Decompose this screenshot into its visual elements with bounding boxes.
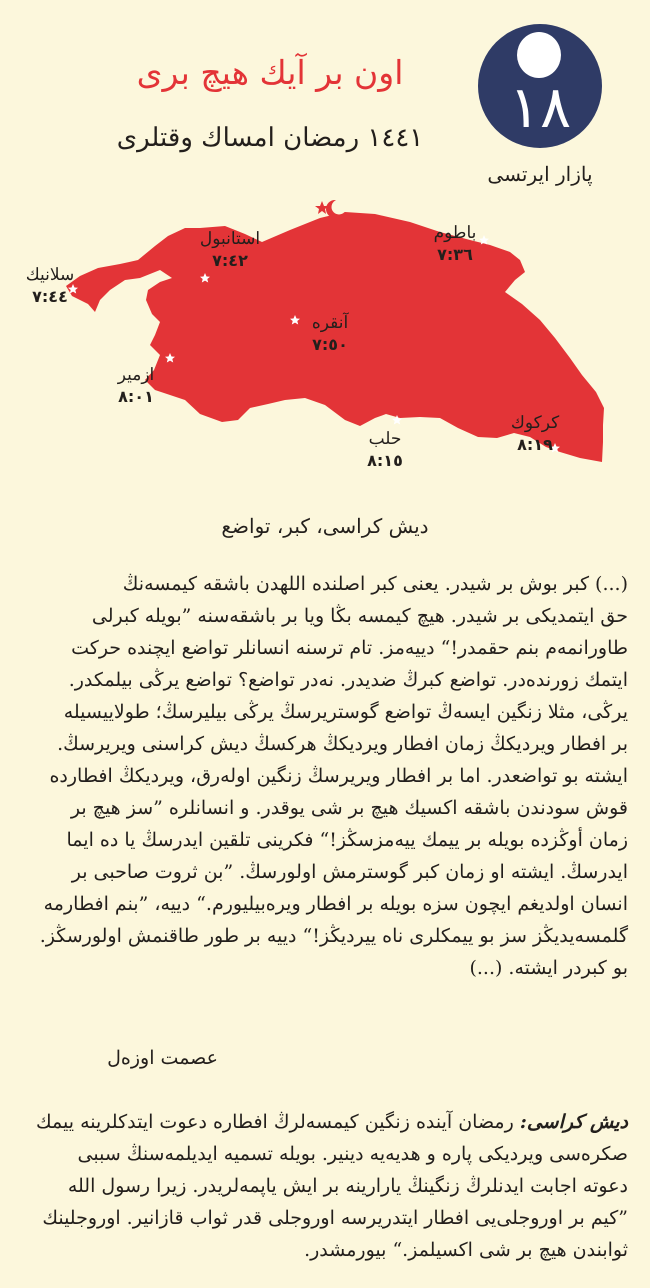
city-name: ازمیر xyxy=(117,365,155,385)
article-line: ایتمك زورنده‌در. تواضع كبرڭ ضدیدر. نه‌در تواضع؟ تواضع یرڭی بیلمكدر. xyxy=(68,669,628,691)
weekday-label: پازار ایرتسی xyxy=(487,162,593,186)
city-label-izmir xyxy=(106,364,166,408)
city-label-aleppo xyxy=(355,428,415,472)
footnote-line: ثوابندن هیچ بر شی اكسیلمز.“ بیورمشدر. xyxy=(304,1239,628,1261)
article-line: ایشته بو تواضعدر. اما بر افطار ویریرسڭ زنگین اوله‌رق، ویردیكڭ افطارده xyxy=(49,765,628,787)
footnote xyxy=(22,1106,628,1266)
city-time: ٨:٠١ xyxy=(118,387,154,406)
page-title: اون بر آیك هیچ بری xyxy=(136,53,404,92)
city-time: ٧:٣٦ xyxy=(437,245,473,264)
city-name: حلب xyxy=(368,429,402,449)
article-line: ایدرسڭ. ایشته او زمان كبر گوسترمش اولورسڭ. ”بن ثروت صاحبی بر xyxy=(71,861,628,883)
city-time: ٧:٥٠ xyxy=(312,335,348,354)
article-line: بو كبردر ایشته. (...) xyxy=(469,957,628,979)
city-time: ٨:١٩ xyxy=(517,435,553,454)
city-time: ٨:١٥ xyxy=(367,451,403,470)
article-line: (...) كبر بوش بر شیدر. یعنی كبر اصلنده اللهدن باشقه كیمسه‌نڭ xyxy=(122,573,628,595)
article-line: حق ایتمدیكی بر شیدر. هیچ كیمسه بڭا ویا بر باشقه‌سنه ”بویله كبرلی xyxy=(91,605,628,627)
day-number: ١٨ xyxy=(508,73,572,141)
city-label-salonica xyxy=(20,264,80,308)
footnote-line: صكره‌سی ویردیكی پاره و هدیه‌یه دینیر. بویله تسمیه ایدیلمه‌سنڭ سببی xyxy=(77,1143,628,1165)
day-number-badge xyxy=(478,24,602,148)
article-line: طاورانمه‌م بنم حقمدر!“ دییه‌مز. تام ترسنه انسانلر تواضع ایچنده حركت xyxy=(71,637,628,659)
page-subtitle: ١٤٤١ رمضان امساك وقتلری xyxy=(116,123,424,153)
footnote-line: دعوته اجابت ایدنلرڭ زنگینڭ یارارینه بر ایش یاپمه‌لریدر. زیرا رسول الله xyxy=(67,1175,628,1197)
article-line: قوش سودندن باشقه اكسیك هیچ بر شی یوقدر. و انسانلره ”سز هیچ بر xyxy=(70,797,628,819)
article-author: عصمت اوزه‌ل xyxy=(107,1047,218,1069)
footnote-line xyxy=(22,1106,628,1138)
city-name: باطوم xyxy=(433,223,477,243)
article-heading: دیش كراسی، كبر، تواضع xyxy=(221,514,429,538)
article-line: یرڭی، مثلا زنگین ایسه‌ڭ تواضع گوستریرسڭ یرڭی بیلیرسڭ؛ طولاییسیله xyxy=(63,701,628,723)
city-name: سلانیك xyxy=(25,265,75,285)
article-line: گلمسه‌یدیڭز سز بو ییمكلری ناه ییردیڭز!“ دییه بر طور طاقنمش اولورسڭز. xyxy=(39,925,628,947)
footnote-term: دیش كراسی: xyxy=(519,1111,628,1133)
city-label-batum xyxy=(420,222,490,266)
city-name: استانبول xyxy=(199,229,261,249)
city-label-kirkuk xyxy=(500,412,570,456)
footnote-text: رمضان آینده زنگین كیمسه‌لرڭ افطاره دعوت ایتدكلرینه ییمك xyxy=(36,1111,514,1133)
city-label-istanbul xyxy=(190,228,270,272)
city-time: ٧:٤٤ xyxy=(32,287,68,306)
article-line: زمان أوڭزده بویله بر ییمك ییه‌مزسڭز!“ فكرینی تلقین ایدرسڭ یا ده ایما xyxy=(66,829,628,851)
article-body xyxy=(22,568,628,984)
city-name: آنقره xyxy=(311,313,349,333)
article-line: بر افطار ویردیكڭ زمان افطار ویردیكڭ هركسڭ دیش كراسنی ویریرسڭ. xyxy=(57,733,628,755)
footnote-line: ”كیم بر اوروجلی‌یی افطار ایتدریرسه اوروجلی قدر ثواب قازانیر. اوروجلینك xyxy=(42,1207,628,1229)
city-label-ankara xyxy=(300,312,360,356)
city-name: كركوك xyxy=(510,413,560,433)
article-line: انسان اولدیغم ایچون سزه بویله بر افطار ویره‌بیلیورم.“ دییه، ”بنم افطارمه xyxy=(43,893,628,915)
city-time: ٧:٤٢ xyxy=(212,251,248,270)
